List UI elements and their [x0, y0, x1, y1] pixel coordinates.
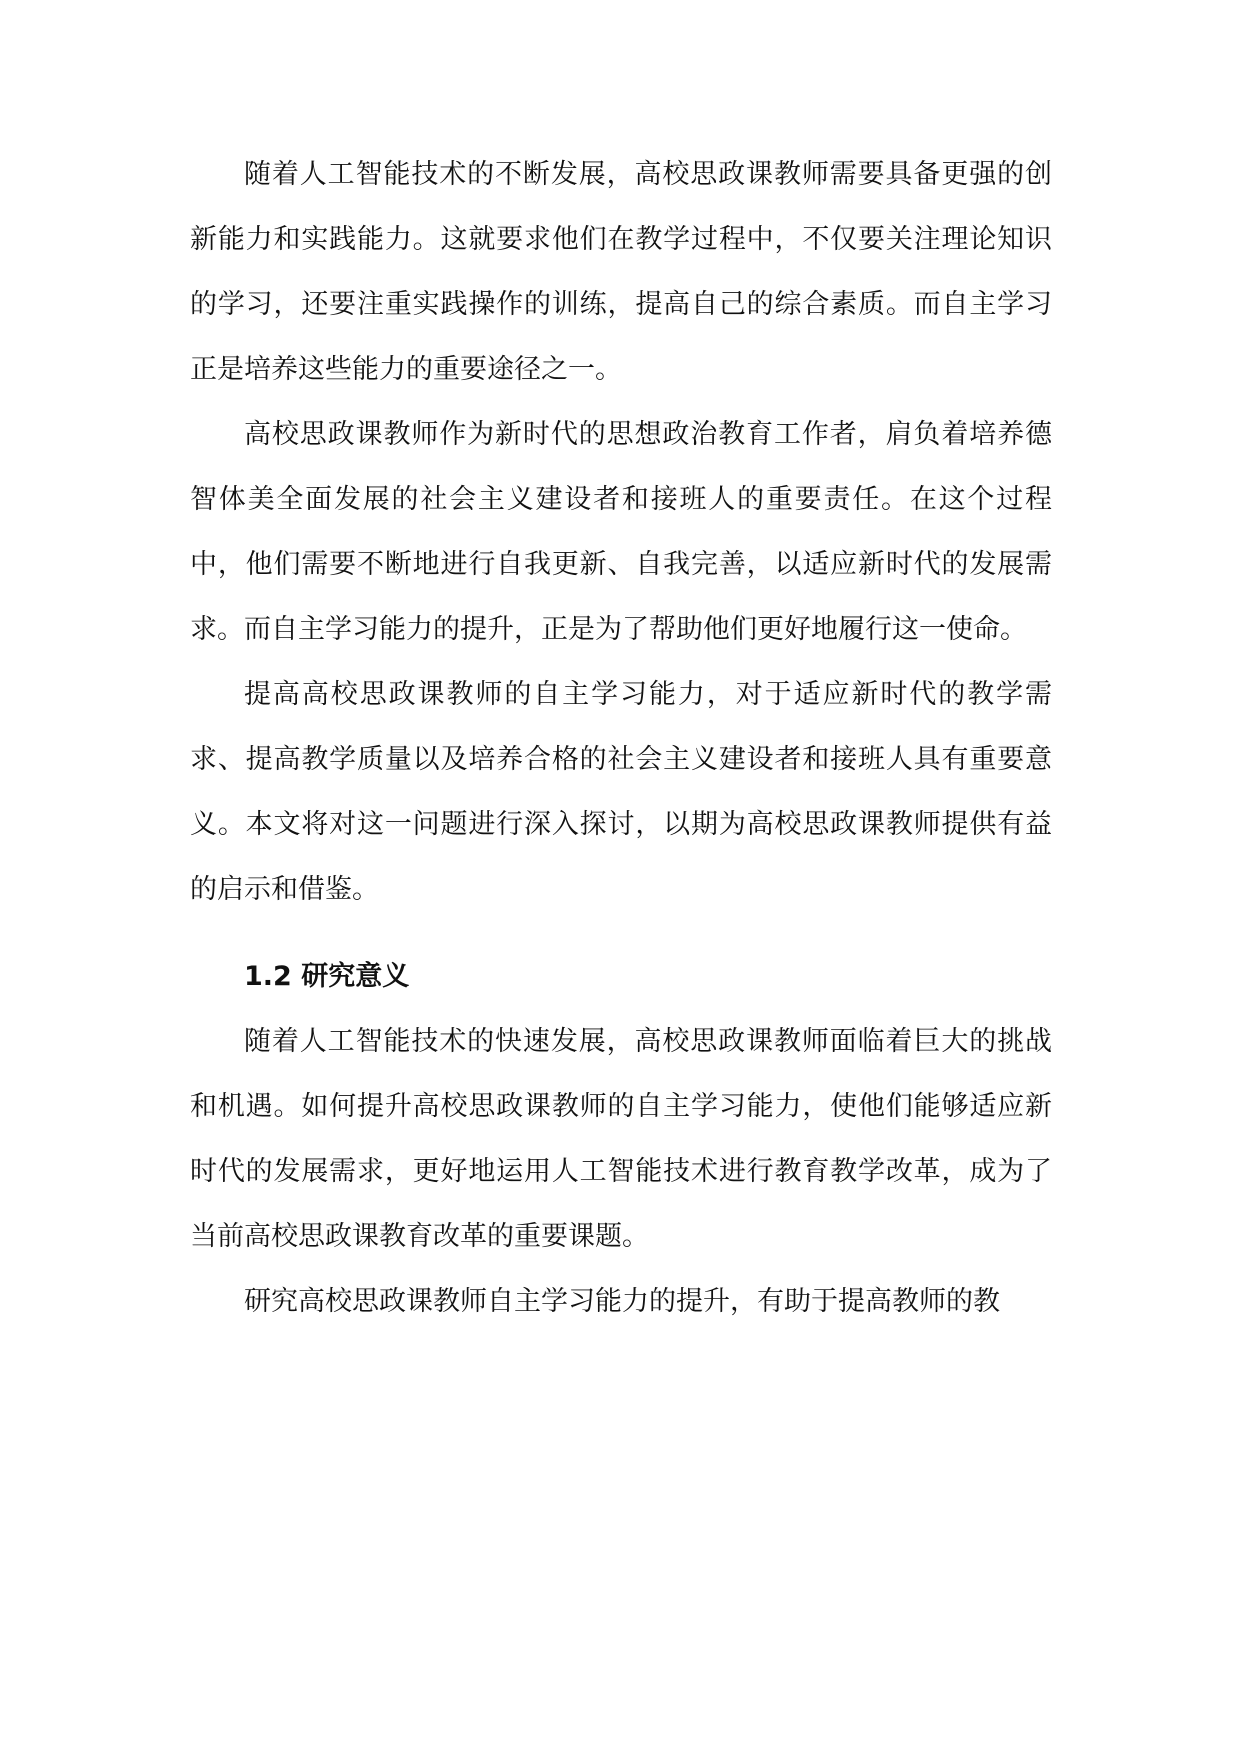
paragraph-challenges-opportunities: 随着人工智能技术的快速发展，高校思政课教师面临着巨大的挑战和机遇。如何提升高校思政课教师的自主学习能力，使他们能够适应新时代的发展需求，更好地运用人工智能技术进行教育教学改革，成为了当前高校思政课教育改革的重要课题。: [190, 1026, 1052, 1252]
paragraph-research-benefit: 研究高校思政课教师自主学习能力的提升，有助于提高教师的教: [244, 1286, 1000, 1317]
paragraph-teacher-responsibility: 高校思政课教师作为新时代的思想政治教育工作者，肩负着培养德智体美全面发展的社会主义建设者和接班人的重要责任。在这个过程中，他们需要不断地进行自我更新、自我完善，以适应新时代的发展需求。而自主学习能力的提升，正是为了帮助他们更好地履行这一使命。: [190, 419, 1052, 645]
document-body: [190, 142, 1052, 1334]
paragraph-improving-ability: 提高高校思政课教师的自主学习能力，对于适应新时代的教学需求、提高教学质量以及培养合格的社会主义建设者和接班人具有重要意义。本文将对这一问题进行深入探讨，以期为高校思政课教师提供有益的启示和借鉴。: [190, 679, 1052, 905]
section-heading-research-significance: 1.2 研究意义: [244, 961, 410, 992]
paragraph-ai-development: 随着人工智能技术的不断发展，高校思政课教师需要具备更强的创新能力和实践能力。这就要求他们在教学过程中，不仅要关注理论知识的学习，还要注重实践操作的训练，提高自己的综合素质。而自主学习正是培养这些能力的重要途径之一。: [190, 159, 1052, 385]
